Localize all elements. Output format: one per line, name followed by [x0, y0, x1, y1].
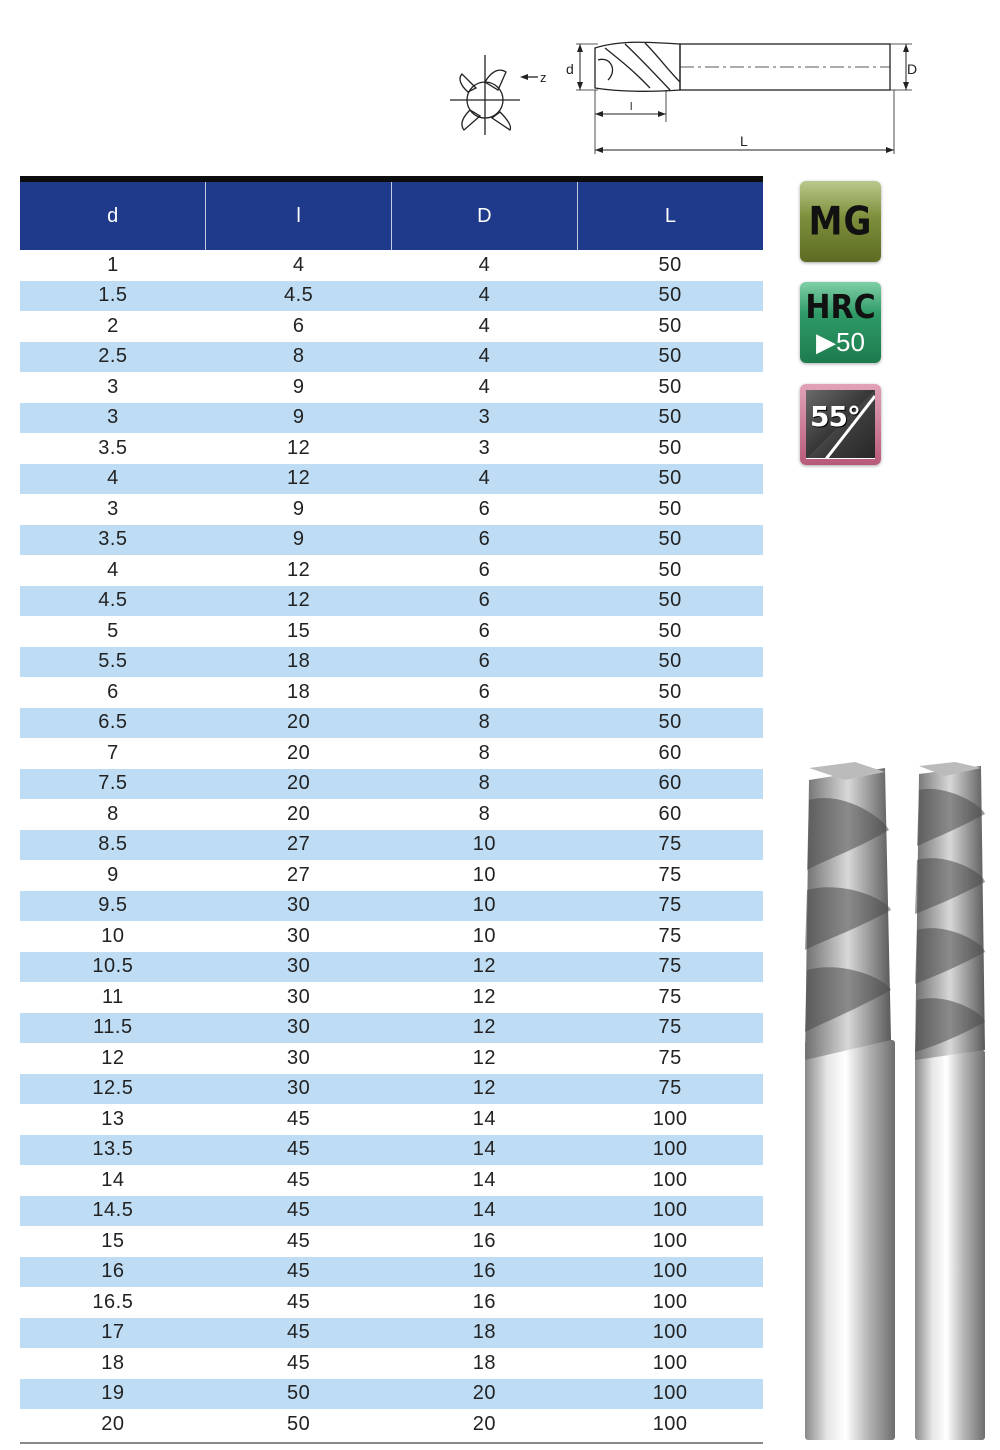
end-mill-dimension-diagram: [440, 30, 940, 160]
table-cell-l: 4.5: [206, 281, 392, 312]
helix-angle-badge: [800, 384, 881, 465]
table-row: [20, 1348, 763, 1379]
table-cell-L: 50: [577, 586, 763, 617]
table-cell-l: 20: [206, 708, 392, 739]
table-cell-l: 45: [287, 1351, 311, 1374]
table-cell-L: 50: [577, 281, 763, 312]
hrc-badge-label: HRC: [805, 288, 876, 327]
table-row: [20, 708, 763, 739]
table-cell-D: 14: [392, 1196, 578, 1227]
table-cell-l: 50: [206, 1379, 392, 1410]
table-cell-D: 6: [478, 680, 491, 703]
table-row: [20, 403, 763, 434]
table-cell-l: 9: [292, 375, 305, 398]
table-cell-l: 18: [287, 680, 311, 703]
table-cell-L: 100: [652, 1351, 688, 1374]
table-cell-L: 100: [577, 1379, 763, 1410]
table-cell-d: 12: [101, 1046, 125, 1069]
table-cell-D: 8: [478, 802, 491, 825]
table-cell-L: 50: [658, 558, 682, 581]
table-row: [20, 464, 763, 495]
table-row: [20, 525, 763, 556]
table-cell-L: 50: [658, 497, 682, 520]
table-cell-l: 12: [206, 464, 392, 495]
label-D: D: [907, 61, 918, 77]
table-cell-d: 3.5: [20, 525, 206, 556]
table-cell-D: 12: [472, 985, 496, 1008]
table-cell-d: 14.5: [20, 1196, 206, 1227]
table-cell-L: 50: [658, 314, 682, 337]
table-cell-D: 8: [478, 741, 491, 764]
table-cell-D: 10: [392, 830, 578, 861]
table-row: [20, 860, 763, 891]
table-cell-D: 12: [392, 1013, 578, 1044]
table-row: [20, 281, 763, 312]
table-cell-l: 45: [206, 1257, 392, 1288]
header-D: D: [392, 179, 578, 250]
table-row: [20, 647, 763, 678]
header-d: d: [20, 179, 206, 250]
table-cell-D: 4: [478, 314, 491, 337]
table-cell-l: 20: [287, 741, 311, 764]
table-cell-L: 75: [658, 863, 682, 886]
table-cell-d: 4: [107, 558, 119, 581]
table-cell-d: 2: [107, 314, 119, 337]
table-cell-d: 11.5: [20, 1013, 206, 1044]
table-cell-d: 10.5: [20, 952, 206, 983]
end-mill-large: [805, 762, 895, 1440]
table-cell-l: 8: [206, 342, 392, 373]
table-row: [20, 616, 763, 647]
table-cell-l: 45: [287, 1107, 311, 1130]
table-cell-l: 20: [206, 769, 392, 800]
table-cell-L: 50: [658, 619, 682, 642]
table-row: [20, 1104, 763, 1135]
table-cell-l: 30: [206, 1013, 392, 1044]
table-cell-D: 6: [478, 497, 491, 520]
table-cell-d: 4: [20, 464, 206, 495]
table-cell-D: 4: [478, 253, 491, 276]
spec-table: [20, 176, 763, 1440]
table-cell-D: 16: [392, 1257, 578, 1288]
table-cell-D: 16: [472, 1229, 496, 1252]
table-cell-d: 14: [101, 1168, 125, 1191]
table-cell-l: 12: [206, 586, 392, 617]
table-cell-L: 100: [577, 1196, 763, 1227]
table-cell-d: 18: [101, 1351, 125, 1374]
table-cell-D: 6: [392, 586, 578, 617]
table-row: [20, 1165, 763, 1196]
table-cell-l: 45: [206, 1135, 392, 1166]
table-cell-d: 9.5: [20, 891, 206, 922]
table-row: [20, 891, 763, 922]
table-row: [20, 952, 763, 983]
table-row: [20, 372, 763, 403]
table-cell-d: 9: [107, 863, 119, 886]
table-cell-l: 9: [292, 497, 305, 520]
tool-side-view: [595, 42, 890, 91]
table-cell-d: 3: [20, 403, 206, 434]
table-cell-D: 18: [392, 1318, 578, 1349]
table-row: [20, 1318, 763, 1349]
table-cell-d: 3.5: [98, 436, 128, 459]
helix-angle-value: 55°: [810, 400, 860, 433]
table-cell-d: 8: [107, 802, 119, 825]
table-cell-L: 50: [658, 680, 682, 703]
table-cell-D: 6: [478, 619, 491, 642]
table-cell-l: 45: [287, 1290, 311, 1313]
table-cell-D: 14: [392, 1135, 578, 1166]
table-cell-l: 15: [287, 619, 311, 642]
table-row: [20, 555, 763, 586]
table-cell-D: 4: [392, 464, 578, 495]
table-cell-l: 45: [206, 1318, 392, 1349]
table-cell-D: 14: [472, 1107, 496, 1130]
table-cell-d: 5: [107, 619, 119, 642]
table-cell-D: 20: [472, 1412, 496, 1435]
table-cell-L: 100: [652, 1229, 688, 1252]
table-cell-d: 13: [101, 1107, 125, 1130]
table-row: [20, 1074, 763, 1105]
table-cell-L: 50: [658, 375, 682, 398]
table-cell-D: 6: [478, 558, 491, 581]
table-cell-L: 100: [577, 1318, 763, 1349]
table-row: [20, 1043, 763, 1074]
table-cell-L: 75: [577, 891, 763, 922]
table-cell-d: 19: [20, 1379, 206, 1410]
table-cell-d: 4.5: [20, 586, 206, 617]
table-cell-d: 5.5: [20, 647, 206, 678]
table-cell-D: 20: [392, 1379, 578, 1410]
table-cell-l: 20: [287, 802, 311, 825]
table-cell-l: 30: [287, 985, 311, 1008]
table-cell-D: 6: [392, 647, 578, 678]
table-cell-d: 3: [107, 497, 119, 520]
table-header-row: [20, 179, 763, 250]
table-cell-L: 50: [577, 342, 763, 373]
table-cell-L: 60: [658, 802, 682, 825]
table-cell-l: 9: [206, 403, 392, 434]
table-row: [20, 1226, 763, 1257]
hrc-badge: [800, 282, 881, 363]
table-row: [20, 1135, 763, 1166]
table-row: [20, 1257, 763, 1288]
table-cell-D: 16: [472, 1290, 496, 1313]
table-cell-L: 50: [577, 403, 763, 434]
table-cell-l: 45: [287, 1168, 311, 1191]
table-cell-D: 4: [392, 281, 578, 312]
table-cell-D: 18: [472, 1351, 496, 1374]
table-cell-l: 6: [292, 314, 305, 337]
mg-badge: [800, 181, 881, 262]
table-row: [20, 1379, 763, 1410]
table-cell-l: 30: [206, 952, 392, 983]
table-cell-D: 10: [472, 863, 496, 886]
table-cell-L: 50: [577, 647, 763, 678]
table-cell-L: 60: [577, 769, 763, 800]
header-L: L: [577, 179, 763, 250]
table-cell-D: 12: [472, 1046, 496, 1069]
table-cell-l: 27: [287, 863, 311, 886]
table-cell-D: 4: [478, 375, 491, 398]
table-cell-d: 1.5: [20, 281, 206, 312]
table-cell-L: 100: [652, 1168, 688, 1191]
table-cell-L: 100: [652, 1412, 688, 1435]
table-cell-L: 75: [658, 1046, 682, 1069]
table-cell-d: 6: [107, 680, 119, 703]
table-cell-D: 4: [392, 342, 578, 373]
table-cell-d: 3: [107, 375, 119, 398]
table-cell-D: 14: [472, 1168, 496, 1191]
table-cell-l: 9: [206, 525, 392, 556]
table-cell-D: 3: [478, 436, 491, 459]
table-row: [20, 1013, 763, 1044]
table-row: [20, 586, 763, 617]
end-mill-photo: [795, 760, 995, 1445]
table-cell-d: 11: [101, 985, 124, 1008]
table-cell-d: 16: [20, 1257, 206, 1288]
table-cell-d: 13.5: [20, 1135, 206, 1166]
table-bottom-rule: [20, 1442, 763, 1444]
table-row: [20, 433, 763, 464]
table-cell-l: 30: [287, 924, 311, 947]
table-cell-L: 75: [577, 1074, 763, 1105]
table-row: [20, 250, 763, 281]
header-l: l: [206, 179, 392, 250]
table-cell-l: 30: [287, 1046, 311, 1069]
table-cell-D: 10: [472, 924, 496, 947]
table-cell-l: 50: [287, 1412, 311, 1435]
table-cell-L: 75: [577, 830, 763, 861]
table-row: [20, 830, 763, 861]
table-cell-d: 15: [101, 1229, 125, 1252]
table-row: [20, 677, 763, 708]
table-cell-d: 12.5: [20, 1074, 206, 1105]
table-cell-d: 20: [101, 1412, 125, 1435]
z-arrow: [520, 70, 547, 85]
table-cell-d: 8.5: [20, 830, 206, 861]
table-cell-L: 100: [577, 1135, 763, 1166]
label-z: z: [540, 70, 547, 85]
table-cell-L: 100: [577, 1257, 763, 1288]
table-row: [20, 799, 763, 830]
table-cell-L: 60: [658, 741, 682, 764]
table-cell-L: 50: [658, 436, 682, 459]
table-cell-L: 75: [658, 924, 682, 947]
table-row: [20, 738, 763, 769]
table-cell-l: 45: [206, 1196, 392, 1227]
cross-section-icon: [450, 55, 520, 135]
label-d: d: [566, 61, 574, 77]
table-row: [20, 1196, 763, 1227]
table-cell-L: 50: [577, 708, 763, 739]
table-cell-L: 100: [652, 1290, 688, 1313]
table-cell-l: 18: [206, 647, 392, 678]
mg-badge-label: MG: [808, 198, 873, 245]
table-cell-d: 16.5: [92, 1290, 134, 1313]
table-cell-d: 10: [101, 924, 125, 947]
table-cell-L: 75: [577, 1013, 763, 1044]
table-cell-D: 6: [392, 525, 578, 556]
table-cell-l: 30: [206, 891, 392, 922]
table-row: [20, 982, 763, 1013]
table-cell-D: 12: [392, 1074, 578, 1105]
table-cell-l: 27: [206, 830, 392, 861]
table-cell-l: 4: [292, 253, 305, 276]
table-row: [20, 494, 763, 525]
table-cell-D: 3: [392, 403, 578, 434]
table-cell-d: 7.5: [20, 769, 206, 800]
table-cell-L: 75: [658, 985, 682, 1008]
table-row: [20, 769, 763, 800]
table-cell-L: 50: [658, 253, 682, 276]
table-row: [20, 311, 763, 342]
table-row: [20, 1287, 763, 1318]
table-cell-d: 1: [107, 253, 119, 276]
table-row: [20, 921, 763, 952]
table-cell-D: 8: [392, 769, 578, 800]
table-cell-l: 45: [287, 1229, 311, 1252]
table-row: [20, 342, 763, 373]
table-cell-L: 75: [577, 952, 763, 983]
table-cell-d: 2.5: [20, 342, 206, 373]
table-cell-l: 12: [287, 436, 311, 459]
table-cell-D: 12: [392, 952, 578, 983]
table-cell-l: 12: [287, 558, 311, 581]
table-cell-d: 7: [107, 741, 119, 764]
label-L: L: [740, 133, 748, 149]
table-cell-d: 6.5: [20, 708, 206, 739]
table-cell-L: 50: [577, 525, 763, 556]
end-mill-small: [915, 762, 985, 1440]
table-row: [20, 1409, 763, 1440]
table-cell-l: 30: [206, 1074, 392, 1105]
table-cell-L: 100: [652, 1107, 688, 1130]
hrc-badge-value: ▶50: [816, 327, 865, 357]
table-cell-L: 50: [577, 464, 763, 495]
label-l: l: [630, 101, 633, 113]
table-cell-d: 17: [20, 1318, 206, 1349]
table-cell-D: 8: [392, 708, 578, 739]
table-cell-D: 10: [392, 891, 578, 922]
table-body: [20, 250, 763, 1440]
